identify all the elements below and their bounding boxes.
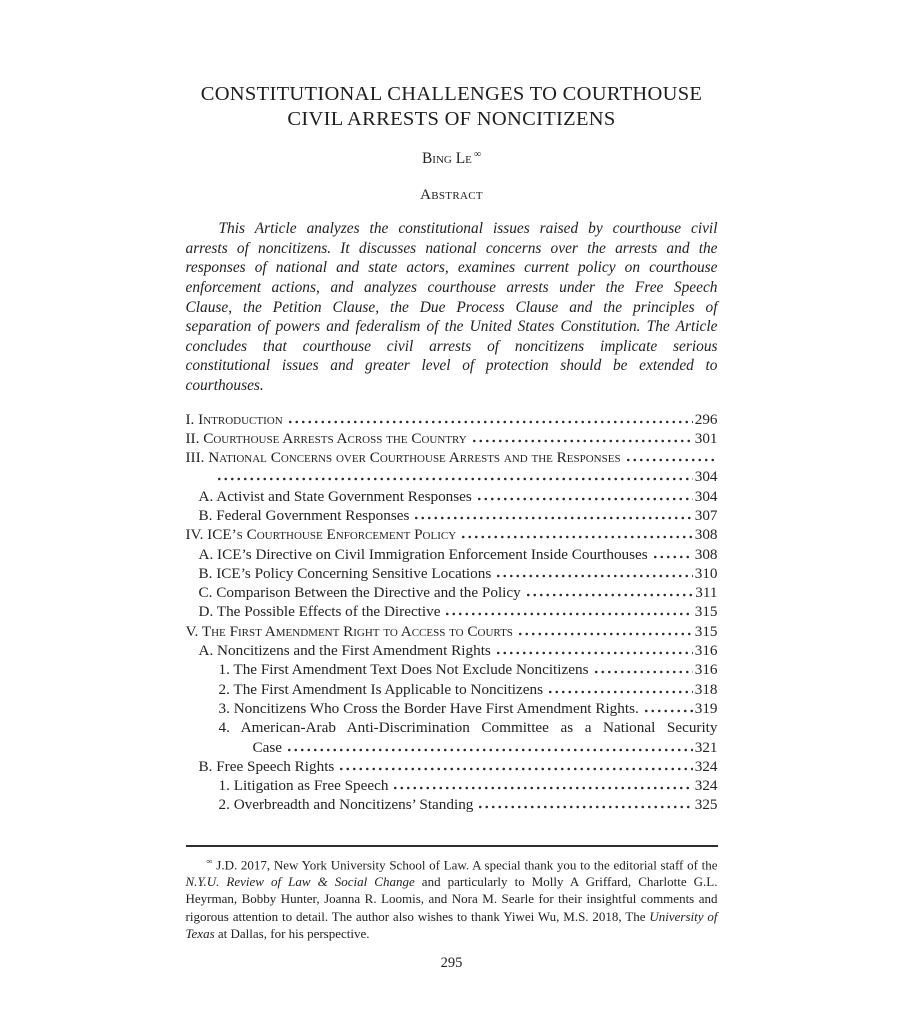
dot-leader	[460, 535, 693, 539]
dot-leader	[476, 497, 693, 501]
toc-line	[199, 641, 718, 660]
dot-leader	[413, 516, 692, 520]
toc-entry-label: C. Comparison Between the Directive and the Policy	[198, 584, 521, 602]
toc-entry	[186, 718, 718, 757]
toc-entry-page: 315	[694, 603, 718, 621]
toc-entry	[186, 487, 718, 506]
dot-leader	[495, 651, 693, 655]
toc-entry	[186, 776, 718, 795]
toc-entry-label: B. ICE’s Policy Concerning Sensitive Locations	[198, 564, 492, 582]
footnote-italic-segment: N.Y.U. Review of Law & Social Change	[185, 874, 415, 890]
dot-leader	[477, 805, 692, 809]
toc-entry	[186, 660, 718, 679]
dot-leader	[625, 458, 716, 462]
toc-entry-page: 301	[694, 429, 718, 447]
toc-entry-label: A. Noncitizens and the First Amendment Rights	[198, 642, 491, 660]
toc-entry-label: A. ICE’s Directive on Civil Immigration Enforcement Inside Courthouses	[198, 545, 648, 563]
toc-entry-page: 308	[694, 545, 718, 563]
abstract-paragraph: This Article analyzes the constitutional issues raised by courthouse civil arrests of noncitizens. It discusses national concerns over the arrests and the responses of national and state actors, examines current policy on courthouse enforcement actions, and analyzes courthouse arrests under the Free Speech Clause, the Petition Clause, the Due Process Clause and the principles of separation of powers and federalism of the United States Constitution. The Article concludes that courthouse civil arrests of noncitizens implicate serious constitutional issues and greater level of protection should be extended to courthouses.	[185, 220, 718, 394]
toc-entry	[186, 622, 718, 641]
toc-entry	[186, 564, 718, 583]
toc-entry-page: 325	[694, 796, 718, 814]
toc-line	[212, 467, 718, 486]
toc-line	[199, 506, 718, 525]
toc-line: 4. American-Arab Anti-Discrimination Committee as a National Security	[218, 719, 718, 737]
toc-entry	[186, 506, 718, 525]
dot-leader	[471, 439, 693, 443]
toc-line	[186, 410, 718, 429]
toc-entry-page: 316	[694, 661, 718, 679]
toc-entry-page: 319	[694, 699, 718, 717]
toc-entry-page: 315	[694, 622, 718, 640]
dot-leader	[287, 420, 693, 424]
toc-entry-page: 318	[694, 680, 718, 698]
toc-line	[199, 564, 718, 583]
toc-line	[199, 487, 718, 506]
dot-leader	[495, 574, 692, 578]
toc-entry	[186, 448, 718, 487]
toc-entry-label: V. The First Amendment Right to Access to Courts	[185, 622, 513, 640]
footnote-text	[186, 853, 718, 942]
toc-entry-page: 304	[694, 487, 718, 505]
toc-line	[199, 545, 718, 564]
toc-line	[186, 448, 718, 467]
toc-entry-page: 324	[694, 757, 718, 775]
toc-line	[199, 757, 718, 776]
footnote-italic-segment: University of Texas	[185, 908, 718, 941]
toc-entry-label: III. National Concerns over Courthouse Arrests and the Responses	[185, 449, 621, 467]
toc-entry-label: Case	[252, 738, 283, 756]
toc-entry-label: 2. The First Amendment Is Applicable to Noncitizens	[218, 680, 544, 698]
toc-entry	[186, 410, 718, 429]
toc-entry-page: 316	[694, 642, 718, 660]
dot-leader	[652, 555, 693, 559]
dot-leader	[517, 632, 693, 636]
dot-leader	[286, 748, 693, 752]
article-title	[186, 0, 718, 132]
toc-entry-label: B. Free Speech Rights	[198, 757, 335, 775]
article-title-line-1: CONSTITUTIONAL CHALLENGES TO COURTHOUSE	[200, 83, 703, 105]
toc-entry-label: 1. Litigation as Free Speech	[218, 777, 389, 795]
toc-entry	[186, 429, 718, 448]
document-page	[186, 0, 718, 972]
toc-entry	[186, 680, 718, 699]
toc-entry-label: A. Activist and State Government Responses	[198, 487, 472, 505]
toc-line	[219, 776, 718, 795]
toc-entry-label: 2. Overbreadth and Noncitizens’ Standing	[218, 796, 474, 814]
toc-line	[219, 680, 718, 699]
dot-leader	[525, 593, 694, 597]
toc-entry	[186, 641, 718, 660]
table-of-contents	[186, 410, 718, 815]
dot-leader	[216, 477, 693, 481]
toc-entry-label: B. Federal Government Responses	[198, 506, 410, 524]
toc-entry-page: 307	[694, 506, 718, 524]
toc-entry-label: D. The Possible Effects of the Directive	[198, 603, 441, 621]
toc-line	[253, 738, 718, 757]
toc-line	[199, 602, 718, 621]
page-number: 295	[440, 955, 463, 972]
toc-entry-page: 310	[694, 564, 718, 582]
toc-line	[219, 699, 718, 718]
dot-leader	[444, 612, 692, 616]
toc-entry-label: I. Introduction	[185, 410, 283, 428]
toc-line	[186, 525, 718, 544]
article-title-line-2: CIVIL ARRESTS OF NONCITIZENS	[287, 108, 616, 130]
footnote-segment: at Dallas, for his perspective.	[214, 925, 370, 941]
toc-entry	[186, 525, 718, 544]
toc-entry-page: 308	[694, 526, 718, 544]
toc-entry-label: IV. ICE’s Courthouse Enforcement Policy	[185, 526, 457, 544]
author-footnote-mark: ∞	[473, 149, 482, 160]
footnote-segment: and particularly to Molly A Griffard, Charlotte G.L. Heyrman, Bobby Hunter, Joanna R. Loomis, and Nora M. Searle for their insightful comments and rigorous attention to detail. The author also wishes to thank Yiwei Wu, M.S. 2018, The	[185, 874, 718, 924]
toc-line	[199, 583, 718, 602]
toc-entry	[186, 757, 718, 776]
toc-entry-label: II. Courthouse Arrests Across the Country	[185, 429, 467, 447]
toc-entry-page: 296	[694, 410, 718, 428]
dot-leader	[392, 786, 692, 790]
dot-leader	[547, 690, 693, 694]
toc-entry	[186, 795, 718, 814]
author-byline	[186, 149, 718, 168]
toc-entry	[186, 602, 718, 621]
footnote-separator	[186, 845, 718, 847]
toc-entry	[186, 583, 718, 602]
toc-entry-page: 324	[694, 777, 718, 795]
footnote-marker: ∞	[206, 855, 213, 866]
toc-line	[219, 795, 718, 814]
toc-entry	[186, 699, 718, 718]
toc-line	[219, 660, 718, 679]
toc-entry-page: 311	[695, 584, 718, 602]
dot-leader	[593, 670, 693, 674]
dot-leader	[643, 709, 693, 713]
abstract-heading: Abstract	[420, 187, 483, 204]
toc-entry-label: 3. Noncitizens Who Cross the Border Have First Amendment Rights.	[218, 699, 639, 717]
footnote-segment: J.D. 2017, New York University School of Law. A special thank you to the editorial staff of the	[216, 857, 718, 873]
toc-entry-page: 321	[694, 738, 718, 756]
toc-line	[186, 429, 718, 448]
toc-entry-page: 304	[694, 468, 718, 486]
toc-entry-label: 1. The First Amendment Text Does Not Exclude Noncitizens	[218, 661, 589, 679]
dot-leader	[338, 767, 692, 771]
toc-line	[186, 622, 718, 641]
toc-entry	[186, 545, 718, 564]
author-name: Bing Le	[421, 150, 472, 168]
